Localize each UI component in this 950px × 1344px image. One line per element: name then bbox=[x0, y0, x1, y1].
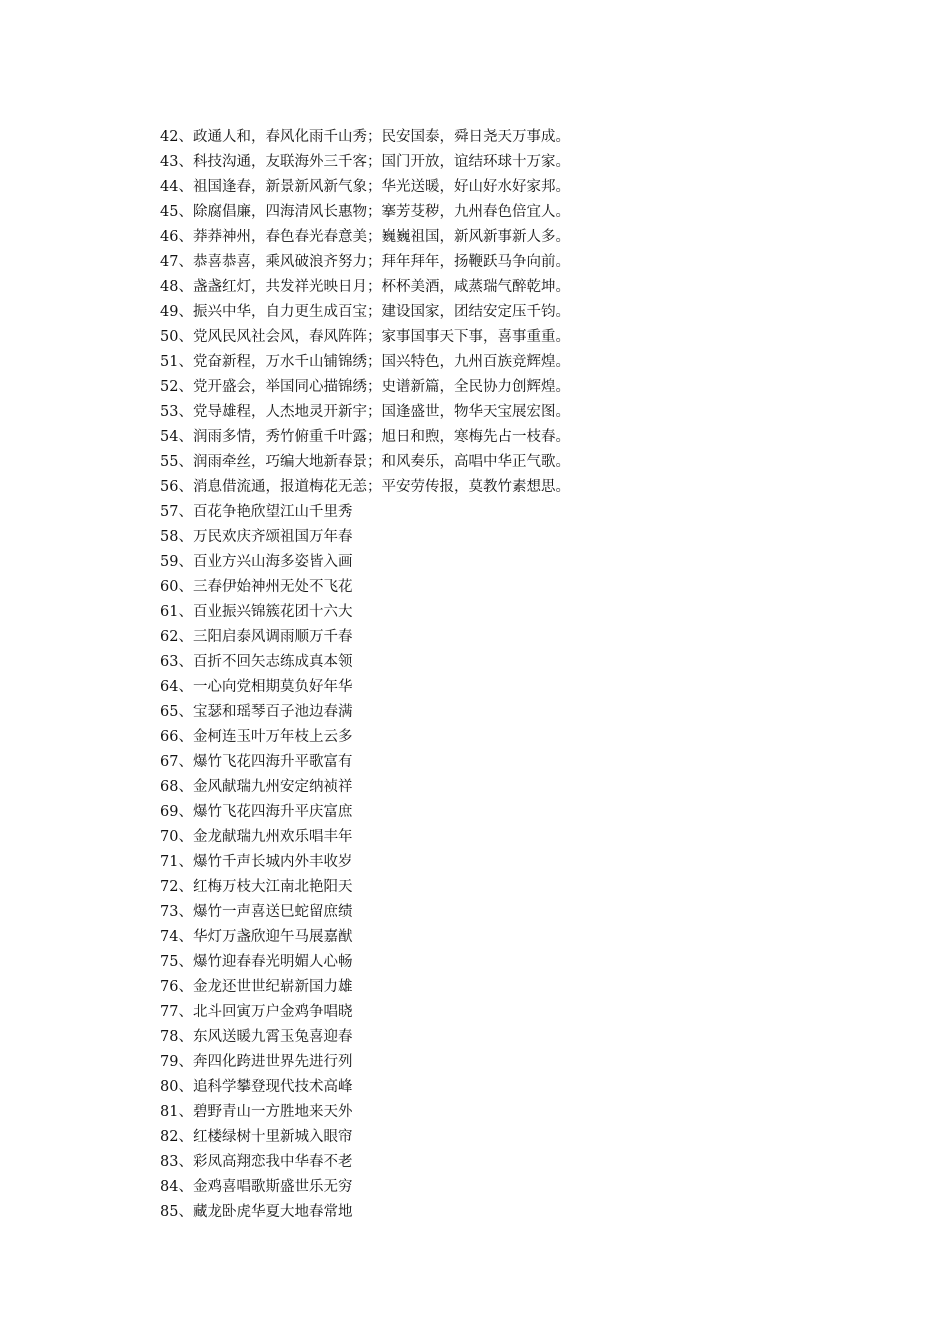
list-item: 66、金柯连玉叶万年枝上云多 bbox=[160, 729, 353, 745]
list-item: 59、百业方兴山海多姿皆入画 bbox=[160, 554, 353, 570]
list-item: 44、祖国逢春，新景新风新气象；华光送暖，好山好水好家邦。 bbox=[160, 179, 570, 195]
list-item: 82、红楼绿树十里新城入眼帘 bbox=[160, 1129, 353, 1145]
list-item: 84、金鸡喜唱歌斯盛世乐无穷 bbox=[160, 1179, 353, 1195]
list-item: 60、三春伊始神州无处不飞花 bbox=[160, 579, 353, 595]
list-item: 61、百业振兴锦簇花团十六大 bbox=[160, 604, 353, 620]
list-item: 81、碧野青山一方胜地来天外 bbox=[160, 1104, 353, 1120]
list-item: 48、盏盏红灯，共发祥光映日月；杯杯美酒，咸蒸瑞气醉乾坤。 bbox=[160, 279, 570, 295]
list-item: 63、百折不回矢志练成真本领 bbox=[160, 654, 353, 670]
list-item: 64、一心向党相期莫负好年华 bbox=[160, 679, 353, 695]
list-item: 49、振兴中华，自力更生成百宝；建设国家，团结安定压千钧。 bbox=[160, 304, 570, 320]
list-item: 65、宝瑟和瑶琴百子池边春满 bbox=[160, 704, 353, 720]
list-item: 67、爆竹飞花四海升平歌富有 bbox=[160, 754, 353, 770]
list-item: 83、彩凤高翔恋我中华春不老 bbox=[160, 1154, 353, 1170]
list-item: 42、政通人和，春风化雨千山秀；民安国泰，舜日尧天万事成。 bbox=[160, 129, 570, 145]
list-item: 79、奔四化跨进世界先进行列 bbox=[160, 1054, 353, 1070]
list-item: 47、恭喜恭喜，乘风破浪齐努力；拜年拜年，扬鞭跃马争向前。 bbox=[160, 254, 570, 270]
list-item: 62、三阳启泰风调雨顺万千春 bbox=[160, 629, 353, 645]
list-item: 70、金龙献瑞九州欢乐唱丰年 bbox=[160, 829, 353, 845]
list-item: 52、党开盛会，举国同心描锦绣；史谱新篇，全民协力创辉煌。 bbox=[160, 379, 570, 395]
list-item: 69、爆竹飞花四海升平庆富庶 bbox=[160, 804, 353, 820]
list-item: 54、润雨多情，秀竹俯重千叶露；旭日和煦，寒梅先占一枝春。 bbox=[160, 429, 570, 445]
list-item: 71、爆竹千声长城内外丰收岁 bbox=[160, 854, 353, 870]
list-item: 73、爆竹一声喜送巳蛇留庶绩 bbox=[160, 904, 353, 920]
list-item: 50、党风民风社会风，春风阵阵；家事国事天下事，喜事重重。 bbox=[160, 329, 570, 345]
list-item: 74、华灯万盏欣迎午马展嘉猷 bbox=[160, 929, 353, 945]
list-item: 85、藏龙卧虎华夏大地春常地 bbox=[160, 1204, 353, 1220]
list-item: 56、消息借流通，报道梅花无恙；平安劳传报，莫教竹素想思。 bbox=[160, 479, 570, 495]
list-item: 55、润雨牵丝，巧编大地新春景；和风奏乐，高唱中华正气歌。 bbox=[160, 454, 570, 470]
list-item: 68、金风献瑞九州安定纳祯祥 bbox=[160, 779, 353, 795]
list-item: 57、百花争艳欣望江山千里秀 bbox=[160, 504, 353, 520]
list-item: 51、党奋新程，万水千山铺锦绣；国兴特色，九州百族竞辉煌。 bbox=[160, 354, 570, 370]
list-item: 75、爆竹迎春春光明媚人心畅 bbox=[160, 954, 353, 970]
list-item: 77、北斗回寅万户金鸡争唱晓 bbox=[160, 1004, 353, 1020]
list-item: 58、万民欢庆齐颂祖国万年春 bbox=[160, 529, 353, 545]
list-item: 78、东风送暖九霄玉兔喜迎春 bbox=[160, 1029, 353, 1045]
list-item: 53、党导雄程，人杰地灵开新宇；国逢盛世，物华天宝展宏图。 bbox=[160, 404, 570, 420]
list-item: 80、追科学攀登现代技术高峰 bbox=[160, 1079, 353, 1095]
couplet-list bbox=[160, 125, 860, 1225]
list-item: 46、莽莽神州，春色春光春意美；巍巍祖国，新风新事新人多。 bbox=[160, 229, 570, 245]
list-item: 76、金龙还世世纪崭新国力雄 bbox=[160, 979, 353, 995]
list-item: 72、红梅万枝大江南北艳阳天 bbox=[160, 879, 353, 895]
list-item: 45、除腐倡廉，四海清风长惠物；搴芳芟秽，九州春色倍宜人。 bbox=[160, 204, 570, 220]
list-item: 43、科技沟通，友联海外三千客；国门开放，谊结环球十万家。 bbox=[160, 154, 570, 170]
